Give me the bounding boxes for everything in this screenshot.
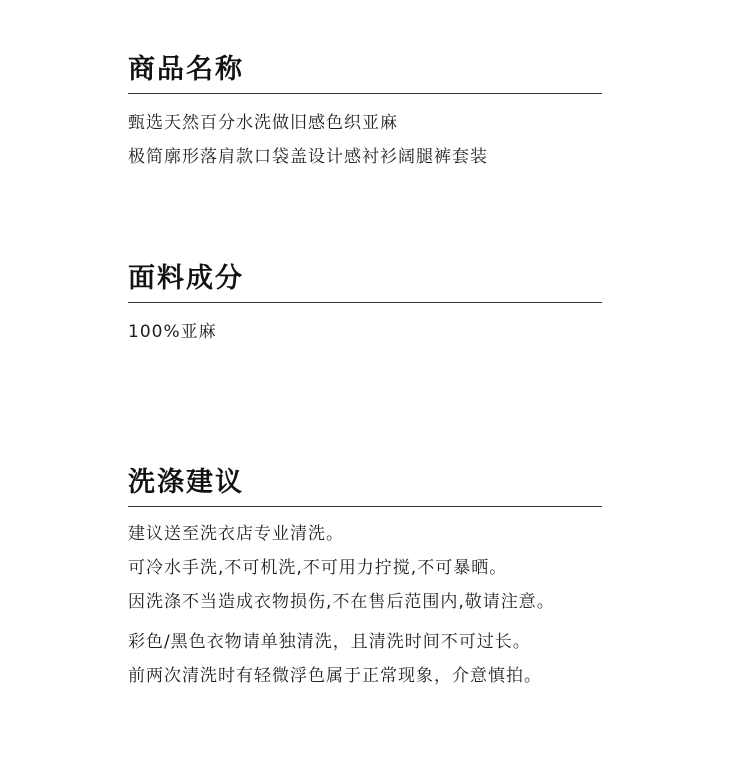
product-name-divider [128,93,602,94]
fabric-section [128,262,602,349]
fabric-composition: 100%亚麻 [128,322,217,342]
product-name-line: 极简廓形落肩款口袋盖设计感衬衫阔腿裤套装 [128,147,488,167]
product-name-heading: 商品名称 [128,54,244,85]
fabric-text [128,315,602,349]
product-name-text [128,106,602,174]
washing-heading: 洗涤建议 [128,467,244,498]
product-name-section [128,53,602,174]
washing-section [128,466,602,693]
washing-instruction: 前两次清洗时有轻微浮色属于正常现象，介意慎拍。 [128,666,542,686]
washing-instruction: 可冷水手洗,不可机洗,不可用力拧搅,不可暴晒。 [128,558,508,578]
washing-divider [128,506,602,507]
washing-instruction: 彩色/黑色衣物请单独清洗，且清洗时间不可过长。 [128,632,531,652]
washing-instruction: 建议送至洗衣店专业清洗。 [128,524,344,544]
fabric-heading: 面料成分 [128,263,244,294]
product-name-line: 甄选天然百分水洗做旧感色织亚麻 [128,113,398,133]
fabric-divider [128,302,602,303]
washing-instruction: 因洗涤不当造成衣物损伤,不在售后范围内,敬请注意。 [128,592,555,612]
washing-text [128,517,602,693]
